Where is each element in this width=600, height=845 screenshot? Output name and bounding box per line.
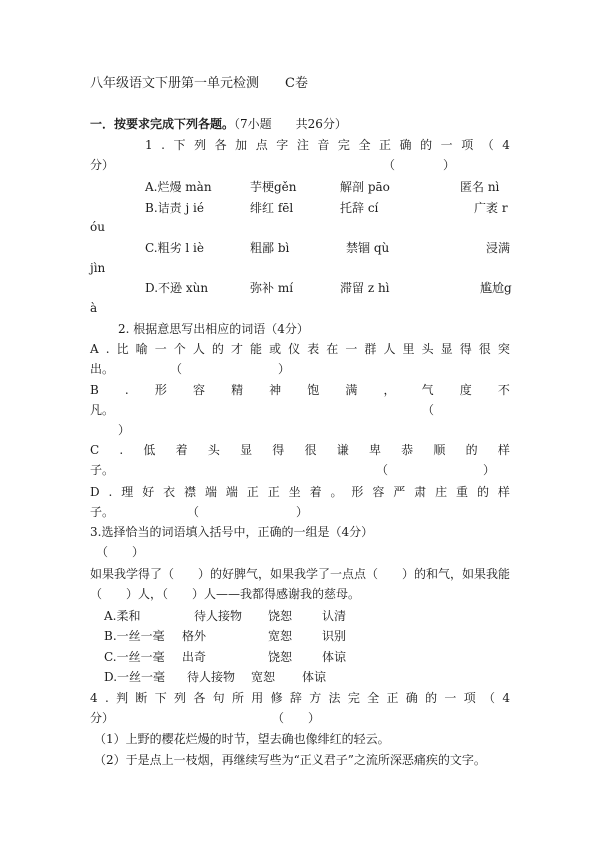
q1-option-a4: 匿名 nì xyxy=(460,180,500,194)
q3-option-d3: 宽恕 xyxy=(251,670,276,684)
text-char: 或 xyxy=(269,342,282,356)
text-char: 断 xyxy=(135,691,148,705)
text-char: 得 xyxy=(459,342,472,356)
text-char: 全 xyxy=(367,691,380,705)
q1-option-c-tail: jìn xyxy=(90,261,106,275)
q4-sentence-2: （2）于是点上一枝烟，再继续写些为“正义君子”之流所深恶痛疾的文字。 xyxy=(94,753,486,767)
q3-option-c3: 饶恕 xyxy=(268,650,293,664)
text-char: 人 xyxy=(192,342,205,356)
text-char: 的 xyxy=(420,138,433,152)
text-char: 群 xyxy=(364,342,377,356)
text-char: 方 xyxy=(309,691,322,705)
text-char: 。 xyxy=(330,485,343,499)
q3-stem: 3.选择恰当的词语填入括号中，正确的一组是（4分） xyxy=(90,525,374,539)
text-char: 很 xyxy=(304,443,317,457)
text-char: 形 xyxy=(351,485,364,499)
q1-option-c4: 浸满 xyxy=(486,241,511,255)
text-char: 低 xyxy=(143,443,156,457)
q3-option-c2: 出奇 xyxy=(182,650,207,664)
text-char: 谦 xyxy=(336,443,349,457)
text-char: 正 xyxy=(246,485,259,499)
text-char: 比 xyxy=(116,342,129,356)
q4-stem xyxy=(90,690,510,706)
text-char: 确 xyxy=(405,691,418,705)
q3-option-c4: 体谅 xyxy=(322,650,347,664)
text-char: 严 xyxy=(393,485,406,499)
text-char: 衣 xyxy=(163,485,176,499)
q3-option-b3: 宽恕 xyxy=(268,629,293,643)
q1-option-c1: C.粗劣 l iè xyxy=(145,241,204,255)
text-char: （ xyxy=(481,138,494,152)
text-char: 完 xyxy=(347,691,360,705)
text-char: 容 xyxy=(372,485,385,499)
text-char: 的 xyxy=(425,691,438,705)
q3-option-a2: 待人接物 xyxy=(194,609,243,623)
text-char: 度 xyxy=(459,383,472,397)
text-char: . xyxy=(161,138,165,152)
text-char: 全 xyxy=(358,138,371,152)
text-char: 列 xyxy=(194,138,207,152)
text-char: 音 xyxy=(317,138,330,152)
text-char: 里 xyxy=(402,342,415,356)
text-char: 能 xyxy=(250,342,263,356)
q3-option-d1: D.一丝一毫 xyxy=(104,670,166,684)
q2-item-a xyxy=(90,341,510,357)
q1-option-a2: 芋梗gěn xyxy=(250,180,297,194)
text-char: 修 xyxy=(270,691,283,705)
q2-item-d-paren-close: ） xyxy=(296,505,309,519)
text-char: 正 xyxy=(379,138,392,152)
text-char: 下 xyxy=(173,138,186,152)
text-char: 理 xyxy=(121,485,134,499)
text-char: 样 xyxy=(497,485,510,499)
q3-option-b1: B.一丝一毫 xyxy=(104,629,165,643)
q3-sentence: 如果我学得了（ ）的好脾气，如果我学了一点点（ ）的和气，如果我能（ ）人，（ ）人——我都得感谢我的慈母。 xyxy=(90,567,511,601)
text-char: . xyxy=(104,691,109,705)
text-char: 恭 xyxy=(401,443,414,457)
q3-option-d2: 待人接物 xyxy=(187,670,236,684)
text-char: 容 xyxy=(192,383,205,397)
q3-option-b2: 格外 xyxy=(182,629,207,643)
q1-option-b1: B.诘责 j ié xyxy=(145,201,204,215)
text-char: 很 xyxy=(478,342,491,356)
text-char: 确 xyxy=(399,138,412,152)
text-char: 肃 xyxy=(414,485,427,499)
text-char: 4 xyxy=(90,691,98,705)
q1-option-a1: A.烂熳 màn xyxy=(145,180,212,194)
q1-option-b2: 绯红 fēl xyxy=(250,201,294,215)
q2-item-d-paren-open: （ xyxy=(187,505,200,519)
text-char: 着 xyxy=(175,443,188,457)
q1-option-a3: 解剖 pāo xyxy=(340,180,390,194)
q4-answer-paren: （ ） xyxy=(272,711,321,725)
q1-option-b-tail: óu xyxy=(90,220,105,234)
text-char: 4 xyxy=(502,138,510,152)
text-char: 的 xyxy=(465,443,478,457)
q1-stem xyxy=(145,137,510,153)
text-char: 各 xyxy=(214,138,227,152)
q3-option-b4: 识别 xyxy=(322,629,347,643)
q4-sentence-1: （1）上野的樱花烂熳的时节，望去确也像绯红的轻云。 xyxy=(94,732,390,746)
text-char: 一 xyxy=(444,691,457,705)
text-char: 不 xyxy=(497,383,510,397)
text-char: C xyxy=(90,443,100,457)
text-char: 列 xyxy=(174,691,187,705)
text-char: 法 xyxy=(328,691,341,705)
q1-answer-paren: （ ） xyxy=(383,158,456,172)
text-char: 一 xyxy=(154,342,167,356)
text-char: 得 xyxy=(272,443,285,457)
q3-option-c1: C.一丝一毫 xyxy=(104,650,165,664)
q2-item-a-paren-close: ） xyxy=(278,362,291,376)
text-char: 仪 xyxy=(288,342,301,356)
q1-option-d1: D.不逊 xùn xyxy=(145,281,209,295)
q2-item-c-tail: 子。 xyxy=(90,463,115,477)
text-char: 加 xyxy=(235,138,248,152)
text-char: 满 xyxy=(345,383,358,397)
text-char: 饱 xyxy=(307,383,320,397)
q2-stem: 2. 根据意思写出相应的词语（4分） xyxy=(118,322,309,336)
text-char: 4 xyxy=(502,691,510,705)
q1-option-d2: 弥补 mí xyxy=(250,281,294,295)
text-char: 庄 xyxy=(435,485,448,499)
q2-item-b-tail: 凡。 xyxy=(90,403,115,417)
text-char: 头 xyxy=(207,443,220,457)
text-char: 项 xyxy=(461,138,474,152)
q1-option-b4: 广袤 r xyxy=(474,201,508,215)
q1-option-d4: 尴尬g xyxy=(480,281,512,295)
text-char: 各 xyxy=(193,691,206,705)
text-char: 个 xyxy=(173,342,186,356)
text-char: （ xyxy=(483,691,496,705)
text-char: 在 xyxy=(326,342,339,356)
text-char: 完 xyxy=(337,138,350,152)
text-char: . xyxy=(119,443,124,457)
q4-stem-tail: 分） xyxy=(90,711,115,725)
text-char: 的 xyxy=(476,485,489,499)
text-char: 突 xyxy=(497,342,510,356)
q3-option-a4: 认清 xyxy=(322,609,347,623)
text-char: 正 xyxy=(267,485,280,499)
text-char: 辞 xyxy=(289,691,302,705)
q3-option-a3: 饶恕 xyxy=(268,609,293,623)
text-char: 句 xyxy=(212,691,225,705)
text-char: 字 xyxy=(276,138,289,152)
section-heading xyxy=(90,116,347,132)
text-char: 气 xyxy=(421,383,434,397)
q2-item-c-paren-close: ） xyxy=(483,463,496,477)
text-char: 显 xyxy=(440,342,453,356)
q3-option-d4: 体谅 xyxy=(302,670,327,684)
text-char: . xyxy=(124,383,129,397)
q2-item-c-paren-open: （ xyxy=(376,463,389,477)
text-char: 注 xyxy=(296,138,309,152)
text-char: 端 xyxy=(204,485,217,499)
text-char: 用 xyxy=(251,691,264,705)
text-char: 端 xyxy=(225,485,238,499)
q1-option-c2: 粗鄙 bì xyxy=(250,241,290,255)
text-char: 的 xyxy=(211,342,224,356)
text-char: 所 xyxy=(231,691,244,705)
text-char: 一 xyxy=(345,342,358,356)
q2-item-a-paren-open: （ xyxy=(170,362,183,376)
q1-option-c3: 禁锢 qù xyxy=(346,241,390,255)
text-char: 精 xyxy=(231,383,244,397)
text-char: A xyxy=(90,342,99,356)
q2-item-c xyxy=(90,442,510,458)
text-char: 坐 xyxy=(288,485,301,499)
text-char: 1 xyxy=(145,138,153,152)
text-char: 神 xyxy=(269,383,282,397)
q1-stem-tail: 分） xyxy=(90,158,115,172)
section-heading-text: 一．按要求完成下列各题。 xyxy=(90,117,235,131)
text-char: 表 xyxy=(307,342,320,356)
text-char: 形 xyxy=(154,383,167,397)
text-char: 好 xyxy=(142,485,155,499)
text-char: 卑 xyxy=(368,443,381,457)
q1-option-b3: 托辞 cí xyxy=(340,201,379,215)
text-char: 下 xyxy=(154,691,167,705)
text-char: 判 xyxy=(116,691,129,705)
text-char: 才 xyxy=(230,342,243,356)
text-char: 一 xyxy=(440,138,453,152)
text-char: 项 xyxy=(463,691,476,705)
text-char: ， xyxy=(383,383,396,397)
text-char: 重 xyxy=(456,485,469,499)
text-char: . xyxy=(105,342,110,356)
q3-option-a1: A.柔和 xyxy=(104,609,141,623)
q1-option-d-tail: à xyxy=(90,301,98,315)
q1-option-d3: 滞留 z hì xyxy=(340,281,390,295)
q2-item-d xyxy=(90,484,510,500)
q2-item-b-paren-close: ） xyxy=(118,423,131,437)
text-char: 点 xyxy=(255,138,268,152)
text-char: 头 xyxy=(421,342,434,356)
text-char: . xyxy=(108,485,113,499)
text-char: 人 xyxy=(383,342,396,356)
text-char: 显 xyxy=(240,443,253,457)
section-heading-note: （7小题 共26分） xyxy=(234,117,347,131)
text-char: D xyxy=(90,485,100,499)
text-char: B xyxy=(90,383,99,397)
page-title: 八年级语文下册第一单元检测 C卷 xyxy=(90,76,308,91)
text-char: 正 xyxy=(386,691,399,705)
text-char: 襟 xyxy=(184,485,197,499)
q2-item-b xyxy=(90,382,510,398)
q3-answer-paren: （ ） xyxy=(96,545,145,559)
text-char: 着 xyxy=(309,485,322,499)
q2-item-d-tail: 子。 xyxy=(90,505,115,519)
q2-item-a-tail: 出。 xyxy=(90,362,115,376)
q2-item-b-paren-open: （ xyxy=(422,403,435,417)
text-char: 喻 xyxy=(135,342,148,356)
text-char: 样 xyxy=(497,443,510,457)
text-char: 顺 xyxy=(433,443,446,457)
